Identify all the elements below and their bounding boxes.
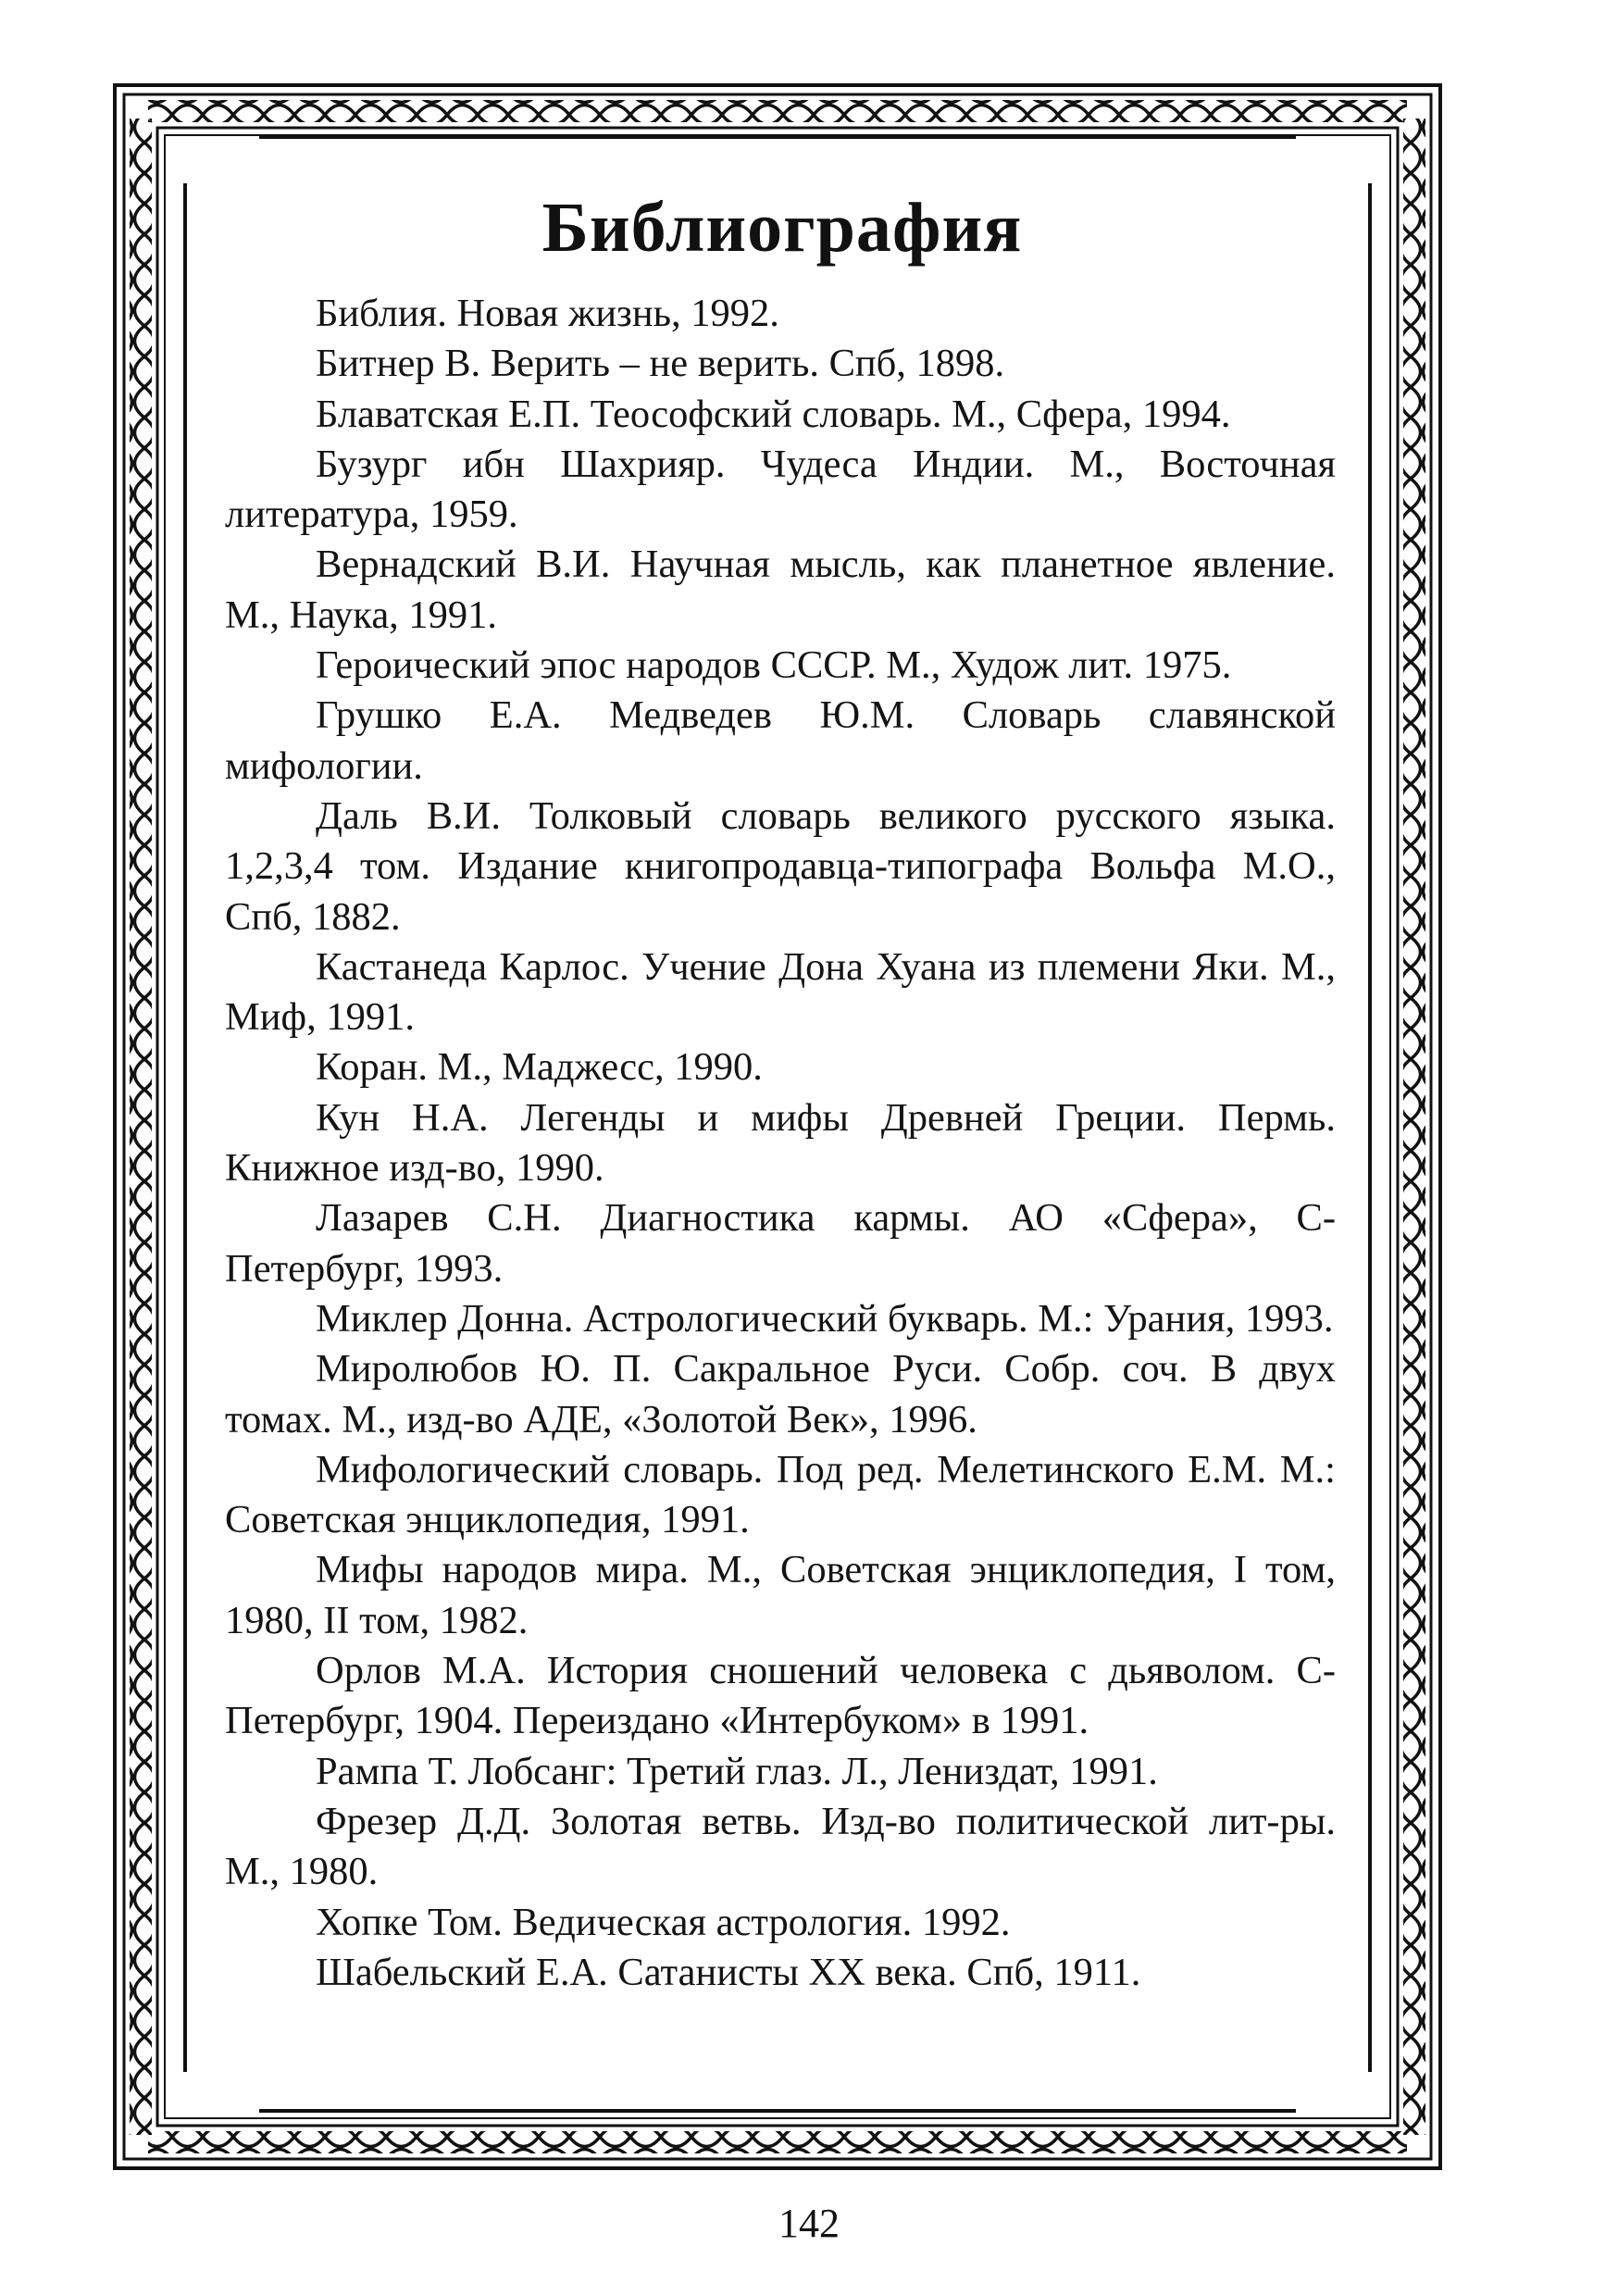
page-title: Библиография [541, 189, 1023, 267]
page-number: 142 [778, 2201, 840, 2246]
chain-ornament-bottom [148, 2131, 1407, 2153]
chain-ornament-left [130, 119, 152, 2135]
bibliography-list [225, 289, 1336, 1998]
bibliography-entry: Блаватская Е.П. Теософский словарь. М., Сфера, 1994. [316, 392, 1231, 436]
bibliography-entry: Миклер Донна. Астрологический букварь. М.: Урания, 1993. [316, 1296, 1334, 1341]
bibliography-entry: Мифологический словарь. Под ред. Мелетинского Е.М. М.: Советская энциклопедия, 1991. [225, 1447, 1336, 1542]
chain-ornament-top [148, 100, 1407, 122]
bibliography-entry: Библия. Новая жизнь, 1992. [316, 292, 779, 335]
bibliography-entry: Битнер В. Верить – не верить. Спб, 1898. [316, 342, 1005, 386]
bibliography-entry: Грушко Е.А. Медведев Ю.М. Словарь славянской мифологии. [225, 693, 1336, 788]
bibliography-entry: Кастанеда Карлос. Учение Дона Хуана из племени Яки. М., Миф, 1991. [225, 944, 1336, 1040]
bibliography-entry: Рампа Т. Лобсанг: Третий глаз. Л., Лениздат, 1991. [316, 1749, 1158, 1793]
bibliography-entry: Фрезер Д.Д. Золотая ветвь. Изд-во политической лит-ры. М., 1980. [225, 1799, 1336, 1894]
bibliography-entry: Шабельский Е.А. Сатанисты XX века. Спб, 1911. [316, 1950, 1141, 1994]
bibliography-entry: Даль В.И. Толковый словарь великого русского языка. 1,2,3,4 том. Издание книгопродавца-типографа Вольфа М.О., Спб, 1882. [225, 793, 1336, 939]
bibliography-entry: Коран. М., Маджесс, 1990. [316, 1045, 763, 1090]
bibliography-entry: Героический эпос народов СССР. М., Худож лит. 1975. [316, 643, 1232, 688]
bibliography-entry: Кун Н.А. Легенды и мифы Древней Греции. Пермь. Книжное изд-во, 1990. [225, 1095, 1336, 1191]
bibliography-entry: Хопке Том. Ведическая астрология. 1992. [316, 1900, 1011, 1944]
bibliography-entry: Вернадский В.И. Научная мысль, как планетное явление. М., Наука, 1991. [225, 543, 1336, 637]
bibliography-entry: Миролюбов Ю. П. Сакральное Руси. Собр. соч. В двух томах. М., изд-во АДЕ, «Золотой Век», 1996. [225, 1347, 1336, 1441]
bibliography-entry: Мифы народов мира. М., Советская энциклопедия, I том, 1980, II том, 1982. [225, 1548, 1336, 1642]
chain-ornament-right [1403, 119, 1425, 2135]
bibliography-entry: Лазарев С.Н. Диагностика кармы. АО «Сфера», С-Петербург, 1993. [225, 1196, 1336, 1291]
bibliography-entry: Орлов М.А. История сношений человека с дьяволом. С-Петербург, 1904. Переиздано «Интербуком» в 1991. [225, 1649, 1336, 1743]
bibliography-entry: Бузург ибн Шахрияр. Чудеса Индии. М., Восточная литература, 1959. [225, 442, 1336, 537]
